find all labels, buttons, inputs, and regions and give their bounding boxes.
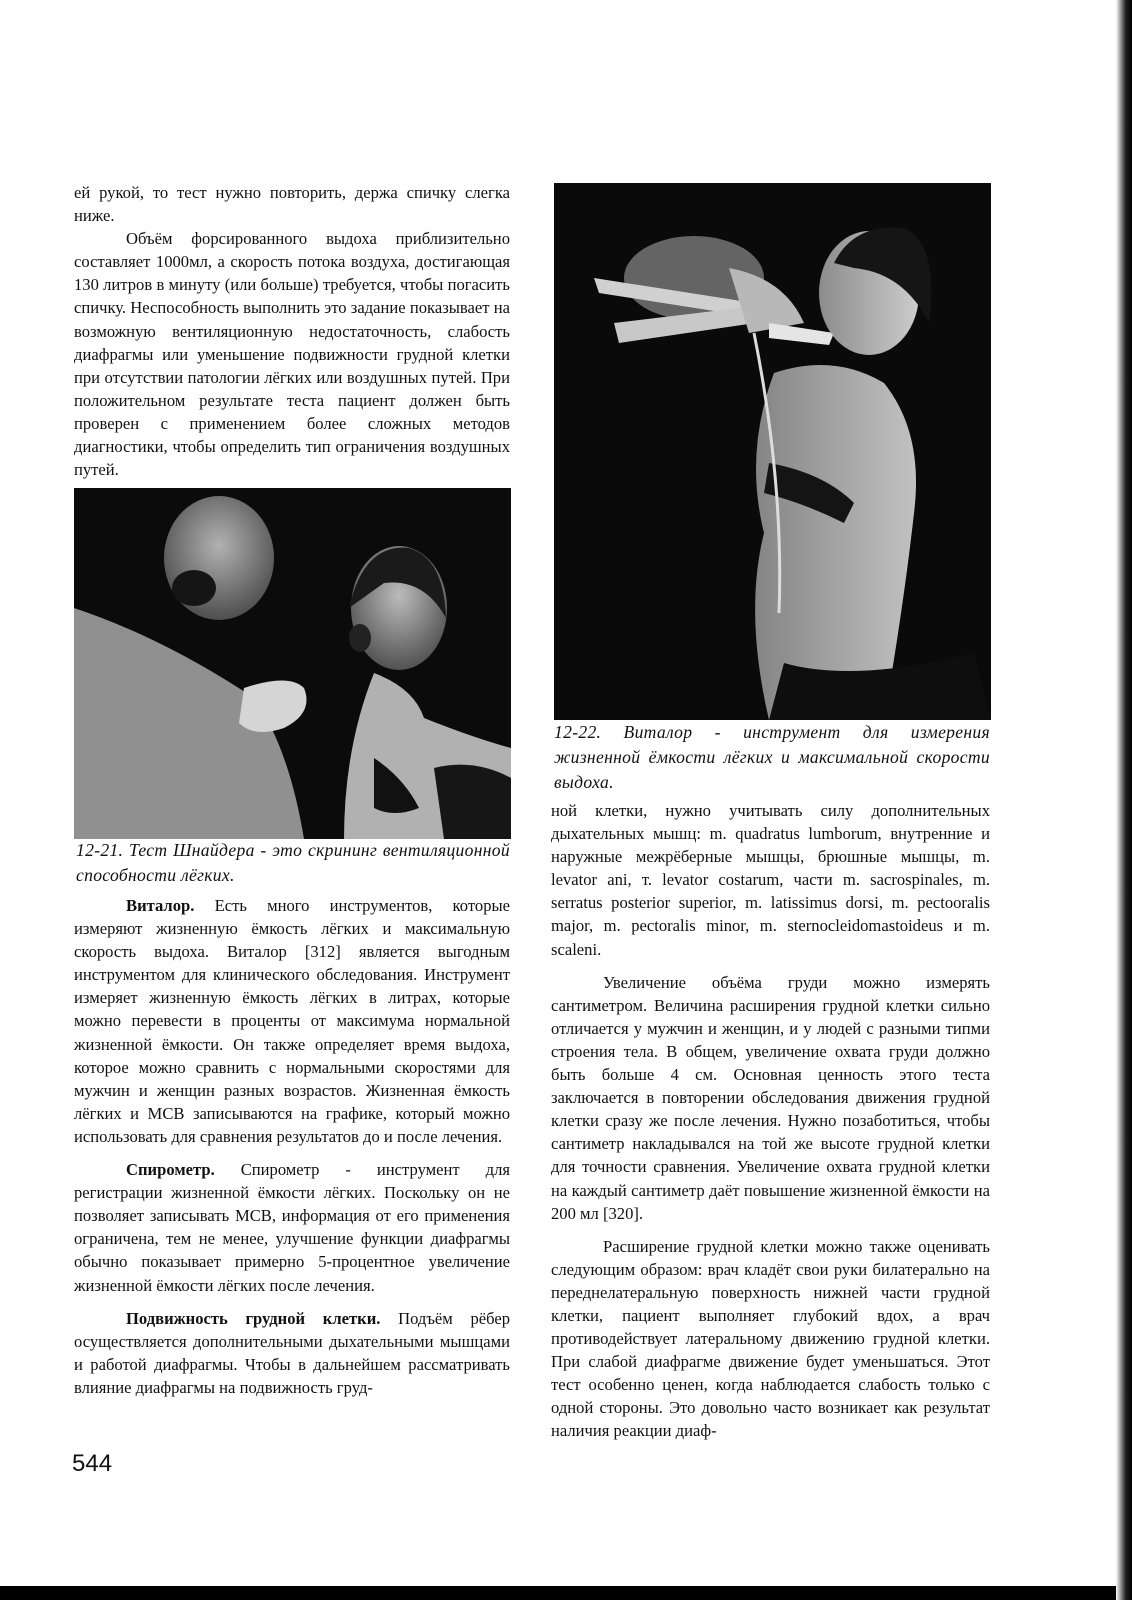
right-text-column [551,799,990,1443]
text-spirometer: Спирометр - инструмент для регистрации жизненной ёмкости лёгких. Поскольку он не позволяет записывать МСВ, информация от его применения ограничена, тем не менее, улучшение функции диафрагмы обычно показывает примерно 5-процентное увеличение жизненной ёмкости лёгких после лечения. [74,1160,510,1295]
heading-spirometer: Спирометр. [126,1160,215,1180]
schneider-test-illustration [74,488,511,839]
paragraph-spirometer [74,1158,510,1297]
vitalor-illustration [554,183,991,720]
heading-chest-mobility: Подвижность грудной клетки. [126,1308,381,1328]
paragraph-chest-expansion-assessment: Расширение грудной клетки можно также оценивать следующим образом: врач кладёт свои руки билатерально на переднелатеральную поверхность нижней части грудной клетки, пациент выполняет глубокий вдох, а врач противодействует латеральному движению грудной клетки. При слабой диафрагме движение будет уменьшаться. Этот тест особенно ценен, когда наблюдается слабость только с одной стороны. Это довольно часто возникает как результат наличия реакции диаф- [551,1236,990,1441]
scan-bottom-edge [0,1586,1132,1600]
paragraph-chest-expansion: Увеличение объёма груди можно измерять сантиметром. Величина расширения грудной клетки сильно отличается у мужчин и женщин, и у людей с разными типми строения тела. В общем, увеличение охвата груди должно быть больше 4 см. Основная ценность этого теста заключается в повторении обследования движения грудной клетки сразу же после лечения. Нужно позаботиться, чтобы сантиметр накладывался на той же высоте грудной клетки для точности сравнения. Увеличение охвата грудной клетки на каждый сантиметр даёт повышение жизненной ёмкости на 200 мл [320]. [551,972,990,1223]
text-vitalor: Есть много инструментов, которые измеряют жизненную ёмкость лёгких и максимальную скорость выдоха. Виталор [312] является выгодным инструментом для клинического обследования. Инструмент измеряет жизненную ёмкость лёгких в литрах, которые можно перевести в проценты от максимума нормальной жизненной ёмкости. Он также определяет время выдоха, которое можно сравнить с нормальными скоростями для мужчин и женщин разных возрастов. Жизненная ёмкость лёгких и МСВ записываются на графике, который можно использовать для сравнения результатов до и после лечения. [74,896,510,1146]
page-number: 544 [72,1450,113,1477]
paragraph-forced-expiration: Объём форсированного выдоха приблизительно составляет 1000мл, а скорость потока воздуха, достигающая 130 литров в минуту (или больше) требуется, чтобы погасить спичку. Неспособность выполнить это задание показывает на возможную вентиляционную недостаточность, слабость диафрагмы или уменьшение подвижности грудной клетки при отсутствии патологии лёгких или воздушных путей. При положительном результате теста пациент должен быть проверен с применением более сложных методов диагностики, чтобы определить тип ограничения воздушных путей. [74,229,510,480]
scan-right-edge [1116,0,1132,1600]
photo-schneider-test [74,488,511,839]
text-chest-mobility: Подъём рёбер осуществляется дополнительными дыхательными мышцами и работой диафрагмы. Чтобы в дальнейшем рассматривать влияние диафрагмы на подвижность груд- [74,1308,510,1397]
paragraph-continuation: ей рукой, то тест нужно повторить, держа спичку слегка ниже. [74,183,510,226]
photo-vitalor [554,183,991,720]
paragraph-vitalor [74,894,510,1148]
left-text-column [74,181,510,481]
paragraph-chest-mobility [74,1307,510,1399]
paragraph-accessory-muscles: ной клетки, нужно учитывать силу дополнительных дыхательных мышц: m. quadratus lumborum, внутренние и наружные межрёберные мышцы, брюшные мышцы, m. levator ani, т. levator costarum, части m. sacrospinales, m. serratus posterior superior, m. latissimus dorsi, m. pectooralis major, m. pectoralis minor, m. sternocleidomastoideus и m. scaleni. [551,801,990,959]
figure-12-22-caption: 12-22. Виталор - инструмент для измерения жизненной ёмкости лёгких и максимальной скорости выдоха. [554,722,990,792]
heading-vitalor: Виталор. [126,896,195,915]
left-text-column-lower [74,894,510,1399]
figure-12-21-caption: 12-21. Тест Шнайдера - это скрининг вентиляционной способности лёгких. [76,840,510,885]
